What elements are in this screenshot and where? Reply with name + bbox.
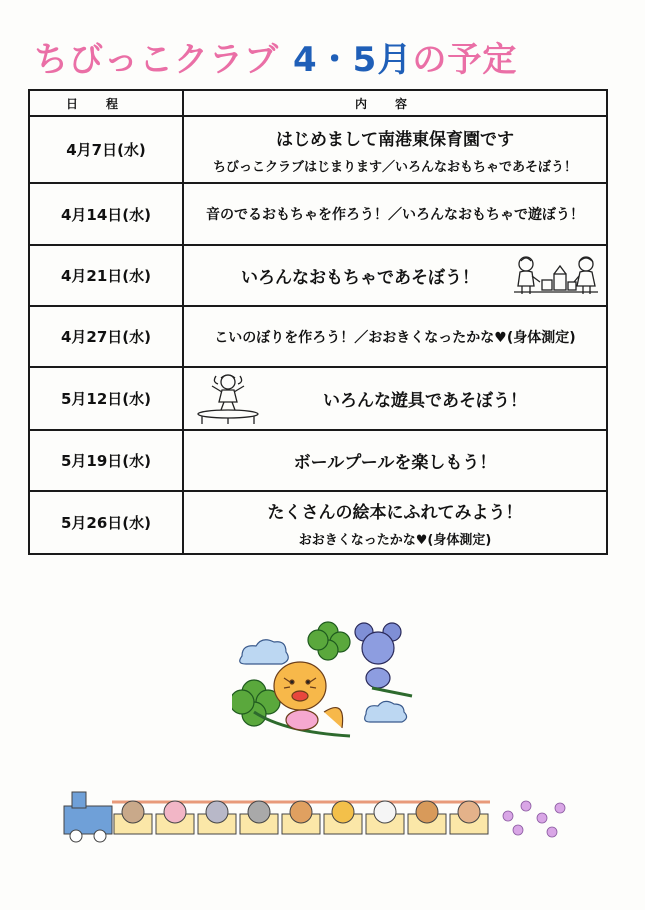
row-content-line2: ちびっこクラブはじまります／いろんなおもちゃであそぼう！: [212, 159, 577, 175]
row-content-line1: はじめまして南港東保育園です: [276, 129, 514, 150]
table-row: [29, 116, 607, 183]
title-schedule: の予定: [412, 40, 518, 80]
table-row: [29, 367, 607, 430]
table-header-row: [29, 90, 607, 116]
row-content-line1: こいのぼりを作ろう！／おおきくなったかな♥(身体測定): [214, 329, 576, 346]
row-content: [183, 183, 607, 245]
row-date: 4月21日(水): [29, 245, 183, 306]
title-months: 4・5月: [293, 40, 413, 80]
row-date: 5月19日(水): [29, 430, 183, 491]
table-row: [29, 183, 607, 245]
table-row: [29, 306, 607, 367]
row-content-line1: いろんなおもちゃであそぼう！: [241, 268, 479, 288]
row-date: 4月14日(水): [29, 183, 183, 245]
row-content: [183, 430, 607, 491]
header-date: 日程: [29, 90, 183, 116]
row-content: [183, 245, 607, 306]
row-content-line1: ボールプールを楽しもう！: [293, 453, 497, 473]
row-date: 4月27日(水): [29, 306, 183, 367]
page-title: [34, 32, 517, 81]
schedule-table: [28, 89, 608, 555]
row-content: [183, 306, 607, 367]
row-date: 5月12日(水): [29, 367, 183, 430]
row-content-line1: 音のでるおもちゃを作ろう！／いろんなおもちゃで遊ぼう！: [206, 207, 584, 223]
row-content: [183, 367, 607, 430]
table-row: [29, 430, 607, 491]
row-date: 4月7日(水): [29, 116, 183, 183]
table-row: [29, 245, 607, 306]
kids-playing-blocks-illustration: [512, 252, 598, 300]
animal-train-illustration: [60, 788, 580, 844]
row-content-line2: おおきくなったかな♥(身体測定): [298, 532, 492, 548]
trampoline-girl-illustration: [194, 372, 266, 426]
row-date: 5月26日(水): [29, 491, 183, 554]
row-content-line1: たくさんの絵本にふれてみよう！: [267, 502, 523, 523]
title-club-name: ちびっこクラブ: [34, 40, 279, 80]
tiger-mouse-clover-illustration: [232, 616, 422, 746]
row-content: [183, 116, 607, 183]
header-content: 内容: [183, 90, 607, 116]
row-content-line1: いろんな遊具であそぼう！: [323, 391, 527, 411]
row-content: [183, 491, 607, 554]
table-row: [29, 491, 607, 554]
